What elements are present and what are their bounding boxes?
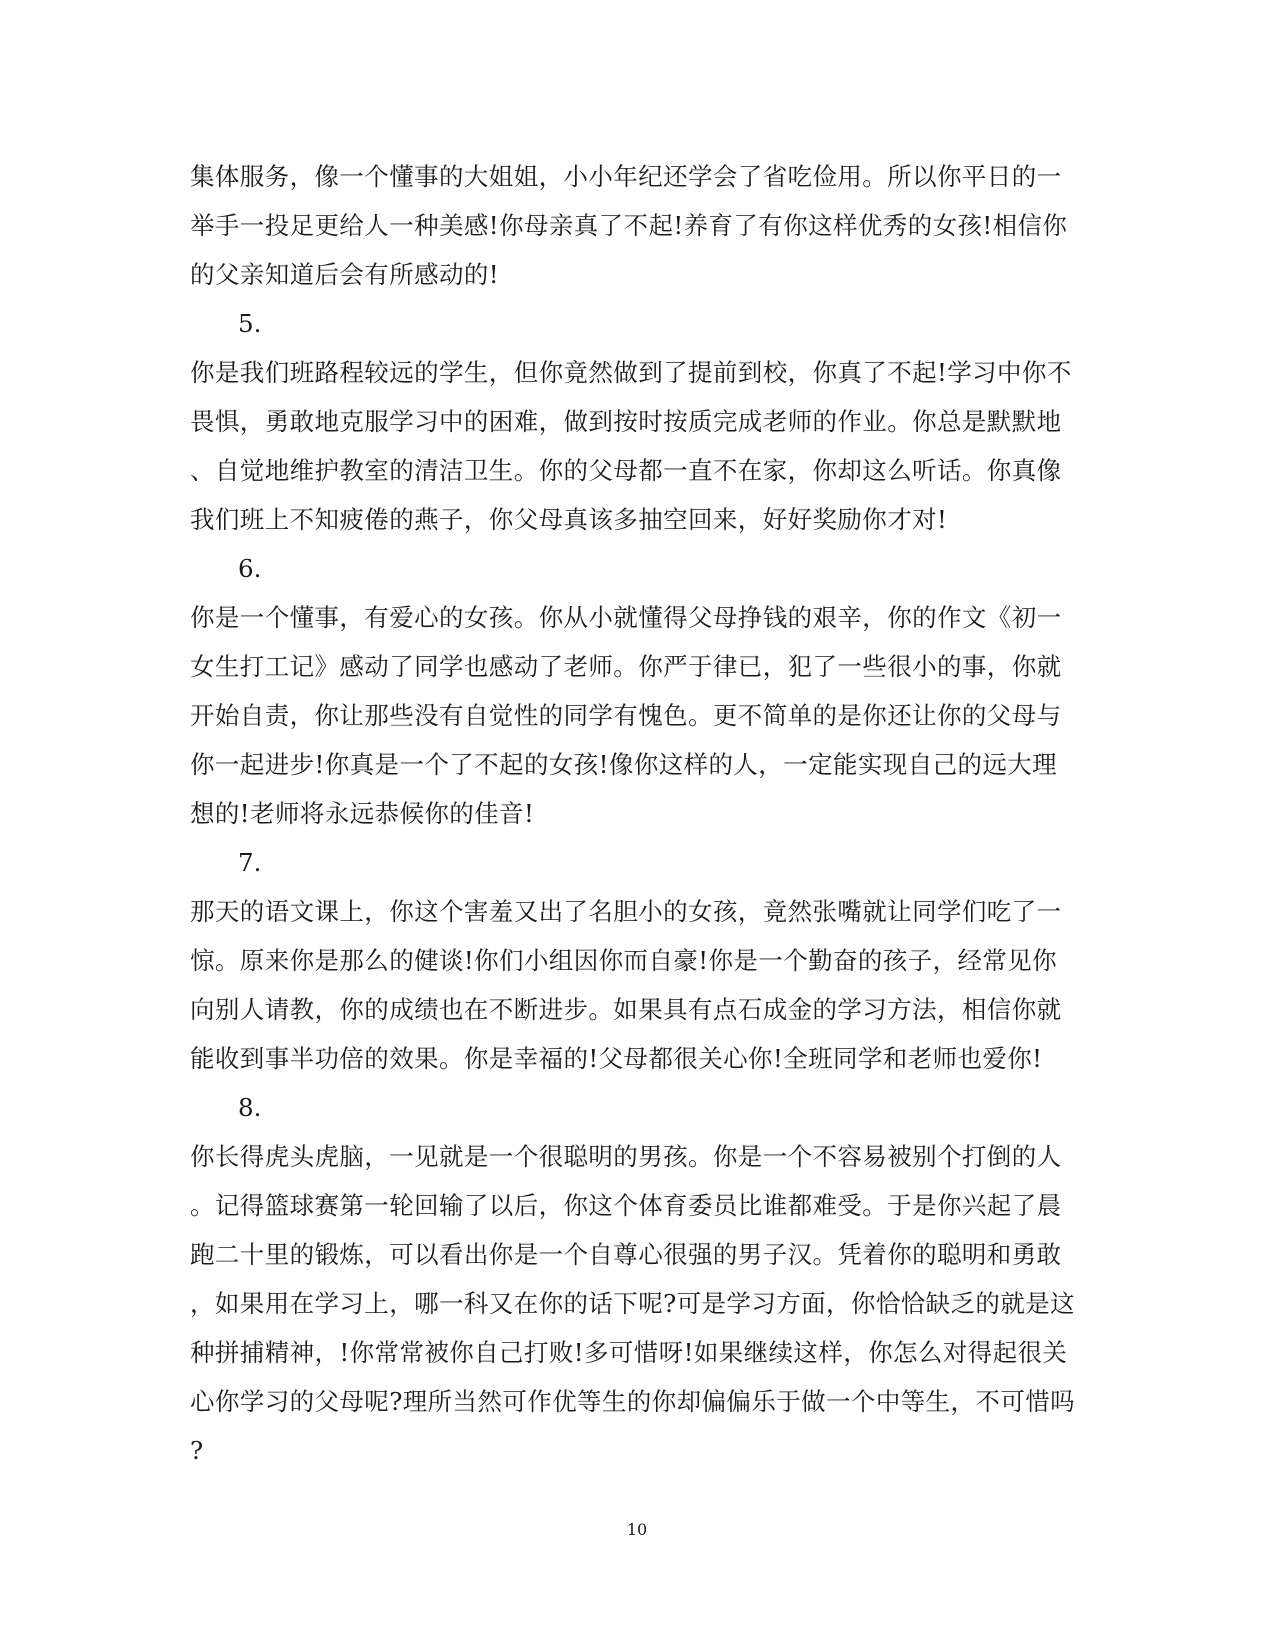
paragraph-line: 我们班上不知疲倦的燕子，你父母真该多抽空回来，好好奖励你才对! bbox=[190, 505, 948, 534]
paragraph-line: 开始自责，你让那些没有自觉性的同学有愧色。更不简单的是你还让你的父母与 bbox=[190, 701, 1062, 730]
paragraph-line: 集体服务，像一个懂事的大姐姐，小小年纪还学会了省吃俭用。所以你平日的一 bbox=[190, 162, 1062, 191]
paragraph-line: 举手一投足更给人一种美感!你母亲真了不起!养育了有你这样优秀的女孩!相信你 bbox=[190, 211, 1068, 240]
paragraph-line: 惊。原来你是那么的健谈!你们小组因你而自豪!你是一个勤奋的孩子，经常见你 bbox=[190, 946, 1058, 975]
paragraph-line: 。记得篮球赛第一轮回输了以后，你这个体育委员比谁都难受。于是你兴起了晨 bbox=[190, 1191, 1062, 1220]
paragraph-line: 想的!老师将永远恭候你的佳音! bbox=[190, 799, 535, 828]
page-number: 10 bbox=[626, 1520, 648, 1539]
paragraph-line: 的父亲知道后会有所感动的! bbox=[190, 260, 500, 289]
item-number: 7. bbox=[238, 848, 262, 877]
item-number: 5. bbox=[238, 309, 262, 338]
paragraph-line: 能收到事半功倍的效果。你是幸福的!父母都很关心你!全班同学和老师也爱你! bbox=[190, 1044, 1043, 1073]
item-number: 8. bbox=[238, 1093, 262, 1122]
paragraph-line: 那天的语文课上，你这个害羞又出了名胆小的女孩，竟然张嘴就让同学们吃了一 bbox=[190, 897, 1062, 926]
paragraph-line: ? bbox=[190, 1436, 204, 1465]
paragraph-line: 你一起进步!你真是一个了不起的女孩!像你这样的人，一定能实现自己的远大理 bbox=[190, 750, 1058, 779]
paragraph-line: ，如果用在学习上，哪一科又在你的话下呢?可是学习方面，你恰恰缺乏的就是这 bbox=[190, 1289, 1076, 1318]
paragraph-line: 向别人请教，你的成绩也在不断进步。如果具有点石成金的学习方法，相信你就 bbox=[190, 995, 1062, 1024]
paragraph-line: 畏惧，勇敢地克服学习中的困难，做到按时按质完成老师的作业。你总是默默地 bbox=[190, 407, 1062, 436]
paragraph-line: 跑二十里的锻炼，可以看出你是一个自尊心很强的男子汉。凭着你的聪明和勇敢 bbox=[190, 1240, 1062, 1269]
paragraph-line: 女生打工记》感动了同学也感动了老师。你严于律已，犯了一些很小的事，你就 bbox=[190, 652, 1062, 681]
paragraph-line: 、自觉地维护教室的清洁卫生。你的父母都一直不在家，你却这么听话。你真像 bbox=[190, 456, 1062, 485]
paragraph-line: 你是我们班路程较远的学生，但你竟然做到了提前到校，你真了不起!学习中你不 bbox=[190, 358, 1072, 387]
paragraph-line: 心你学习的父母呢?理所当然可作优等生的你却偏偏乐于做一个中等生，不可惜吗 bbox=[190, 1387, 1076, 1416]
paragraph-line: 你是一个懂事，有爱心的女孩。你从小就懂得父母挣钱的艰辛，你的作文《初一 bbox=[190, 603, 1062, 632]
paragraph-line: 你长得虎头虎脑，一见就是一个很聪明的男孩。你是一个不容易被别个打倒的人 bbox=[190, 1142, 1062, 1171]
paragraph-line: 种拼捕精神，!你常常被你自己打败!多可惜呀!如果继续这样，你怎么对得起很关 bbox=[190, 1338, 1068, 1367]
document-body bbox=[190, 152, 1090, 1475]
item-number: 6. bbox=[238, 554, 262, 583]
